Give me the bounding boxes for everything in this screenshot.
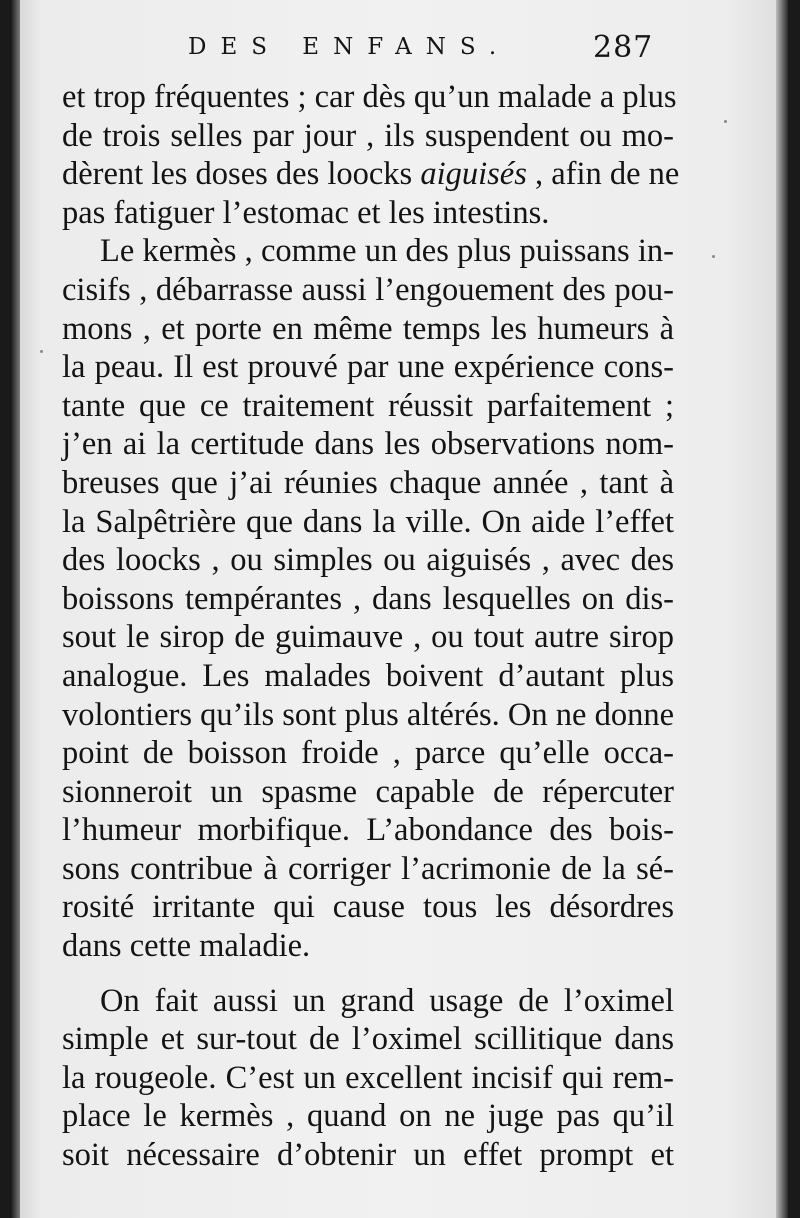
paragraph	[62, 78, 680, 232]
text-line: sionneroit un spasme capable de répercuter	[62, 773, 674, 810]
text-line: mons , et porte en même temps les humeurs à	[62, 310, 674, 347]
text-line	[62, 155, 680, 194]
text-run: , afin de ne	[526, 156, 680, 193]
text-line: dans cette maladie.	[62, 928, 311, 965]
paragraph-spacer	[62, 966, 674, 982]
text-line: et trop fréquentes ; car dès qu’un malade a plus	[62, 79, 677, 115]
text-line: sons contribue à corriger l’acrimonie de la sé-	[62, 850, 674, 887]
text-line: point de boisson froide , parce qu’elle occa-	[62, 735, 674, 772]
text-line: place le kermès , quand on ne juge pas qu’il	[62, 1098, 674, 1135]
body-text	[62, 78, 680, 1175]
page-gutter-shadow	[10, 0, 20, 1218]
text-line: j’en ai la certitude dans les observations nom-	[62, 426, 674, 463]
paper-speck	[724, 120, 727, 123]
text-line: soit nécessaire d’obtenir un effet prompt et	[62, 1137, 674, 1174]
paragraph	[62, 982, 674, 1175]
text-line: tante que ce traitement réussit parfaitement ;	[62, 387, 674, 424]
text-line: breuses que j’ai réunies chaque année , tant à	[62, 464, 674, 501]
text-line: simple et sur-tout de l’oximel scillitique dans	[62, 1021, 674, 1058]
text-line: On fait aussi un grand usage de l’oximel	[100, 982, 674, 1019]
text-line: sout le sirop de guimauve , ou tout autre sirop	[62, 619, 674, 656]
text-line: rosité irritante qui cause tous les désordres	[62, 889, 674, 926]
text-line: la rougeole. C’est un excellent incisif qui rem-	[62, 1059, 674, 1096]
text-line: cisifs , débarrasse aussi l’engouement des pou-	[62, 271, 674, 308]
page-edge-shadow	[776, 0, 788, 1218]
text-line: des loocks , ou simples ou aiguisés , avec des	[62, 542, 674, 579]
book-page	[10, 0, 788, 1218]
page-header	[10, 30, 788, 70]
text-line: la Salpêtrière que dans la ville. On aide l’effet	[62, 503, 674, 540]
text-line: pas fatiguer l’estomac et les intestins.	[62, 194, 550, 231]
text-line: Le kermès , comme un des plus puissans in-	[100, 233, 674, 270]
italic-word: aiguisés	[420, 156, 527, 193]
text-line: volontiers qu’ils sont plus altérés. On ne donne	[62, 696, 674, 733]
text-line: analogue. Les malades boivent d’autant plus	[62, 657, 674, 694]
text-run: dèrent les doses des loocks	[62, 156, 421, 193]
paper-speck	[712, 255, 715, 258]
paragraph	[62, 232, 674, 965]
text-line: boissons tempérantes , dans lesquelles on dis-	[62, 580, 674, 617]
text-line: de trois selles par jour , ils suspendent ou mo-	[62, 117, 674, 154]
text-line: l’humeur morbifique. L’abondance des bois-	[62, 812, 674, 849]
paper-speck	[40, 350, 43, 353]
running-title: DES ENFANS.	[188, 34, 511, 60]
page-number: 287	[593, 30, 654, 65]
text-line: la peau. Il est prouvé par une expérience cons-	[62, 349, 674, 386]
